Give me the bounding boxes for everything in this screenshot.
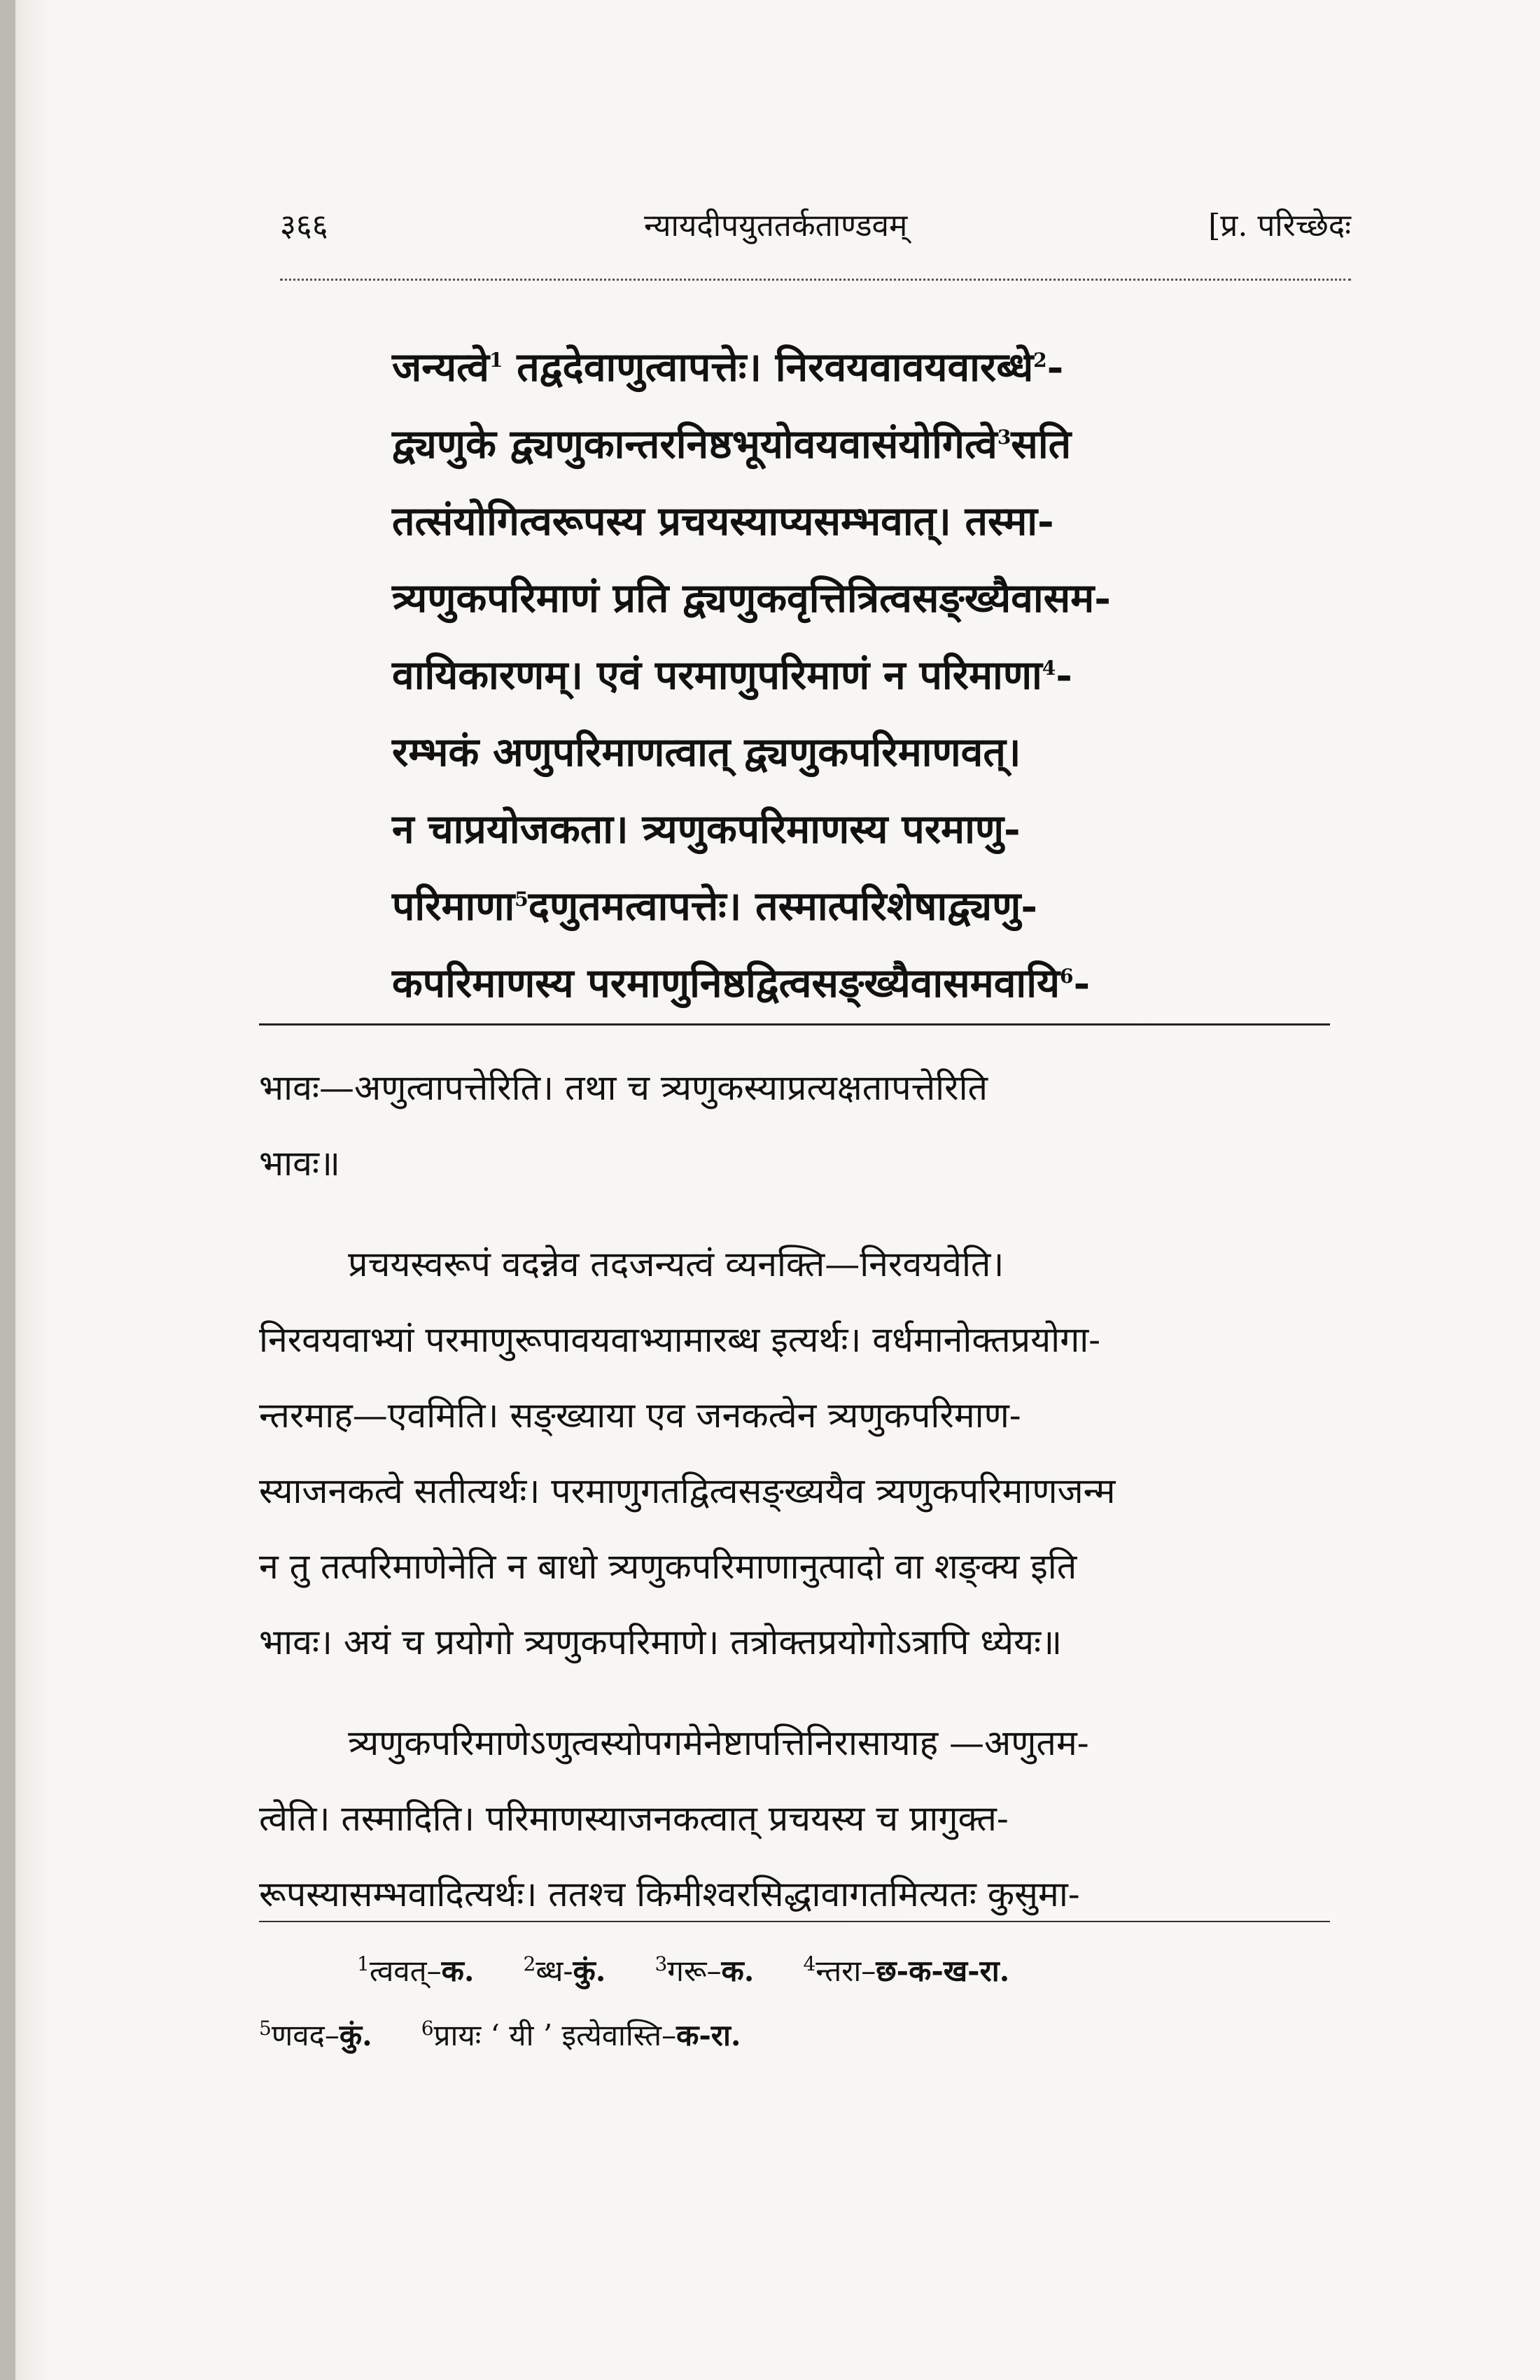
paragraph-gap: [259, 1201, 1337, 1226]
commentary-line: त्र्यणुकपरिमाणेऽणुत्वस्योपगमेनेष्टापत्तिनिरासायाह —अणुतम-: [259, 1723, 1089, 1763]
text-segment: वायिकारणम्। एवं परमाणुपरिमाणं न परिमाणा: [392, 652, 1042, 699]
text-segment: जन्यत्वे: [392, 344, 489, 391]
footnote-number: 5: [259, 2017, 272, 2040]
footnote-number: 3: [654, 1952, 668, 1975]
text-segment: तत्संयोगित्वरूपस्य प्रचयस्याप्यसम्भवात्। तस्मा-: [392, 498, 1054, 545]
commentary-line: रूपस्यासम्भवादित्यर्थः। ततश्च किमीश्वरसिद्धावागतमित्यतः कुसुमा-: [259, 1874, 1080, 1914]
footnote-number: 6: [421, 2017, 434, 2040]
footnote-variant: प्रायः ‘ यी ’ इत्येवास्ति–: [433, 2018, 677, 2052]
text-segment: कपरिमाणस्य परमाणुनिष्ठद्वित्वसङ्ख्यैवासमवायि: [392, 960, 1060, 1007]
running-header: [280, 203, 1351, 259]
footnote-marker: 1: [489, 349, 503, 372]
text-segment: द्व्यणुके द्व्यणुकान्तरनिष्ठभूयोवयवासंयोगित्वे: [392, 421, 997, 468]
footnote-source: क-रा.: [676, 2018, 741, 2052]
footnote-source: छ-क-ख-रा.: [876, 1954, 1010, 1988]
footnote-number: 4: [803, 1952, 816, 1975]
footnote: [357, 1954, 475, 1988]
text-line: [392, 637, 1239, 714]
footnote-divider: [259, 1921, 1330, 1922]
text-segment: सति: [1011, 421, 1072, 468]
commentary-line: न तु तत्परिमाणेनेति न बाधो त्र्यणुकपरिमाणानुत्पादो वा शङ्क्य इति: [259, 1546, 1077, 1587]
text-line: [392, 406, 1239, 483]
text-divider: [259, 1023, 1330, 1026]
footnote-line: [259, 1939, 1337, 2003]
footnote-source: क.: [721, 1954, 755, 1988]
footnote-marker: 6: [1060, 965, 1074, 988]
footnote-marker: 2: [1033, 349, 1047, 372]
footnote-source: कुं.: [573, 1954, 606, 1988]
footnote-line: [259, 2003, 1337, 2068]
commentary-line: त्वेति। तस्मादिति। परिमाणस्याजनकत्वात् प्रचयस्य च प्रागुक्त-: [259, 1798, 1009, 1839]
footnote: [654, 1954, 754, 1988]
text-line: [392, 714, 1239, 791]
binding-gutter: [0, 0, 15, 2380]
footnote-source: क.: [441, 1954, 475, 1988]
footnote: [803, 1954, 1009, 1988]
page-number: ३६६: [280, 208, 328, 244]
paragraph-gap: [259, 1680, 1337, 1705]
commentary-line: भावः—अणुत्वापत्तेरिति। तथा च त्र्यणुकस्याप्रत्यक्षतापत्तेरिति: [259, 1068, 988, 1108]
footnote-marker: 4: [1042, 657, 1056, 680]
footnote: [259, 2018, 372, 2052]
text-segment: दणुतमत्वापत्तेः। तस्मात्परिशेषाद्व्यणु-: [528, 883, 1037, 930]
footnote-number: 2: [523, 1952, 536, 1975]
footnotes: [259, 1939, 1337, 2068]
text-segment: -: [1073, 960, 1091, 1007]
commentary-line: प्रचयस्वरूपं वदन्नेव तदजन्यत्वं व्यनक्ति—निरवयवेति।: [259, 1244, 1004, 1284]
footnote-marker: 5: [514, 888, 528, 911]
commentary: [259, 1050, 1337, 1932]
footnote-variant: गरू–: [667, 1954, 722, 1988]
text-segment: तद्वदेवाणुत्वापत्तेः। निरवयवावयवारब्धे: [503, 344, 1034, 391]
text-segment: त्र्यणुकपरिमाणं प्रति द्व्यणुकवृत्तित्रित्वसङ्ख्यैवासम-: [392, 575, 1111, 622]
footnote-number: 1: [357, 1952, 370, 1975]
footnote-source: कुं.: [339, 2018, 372, 2052]
main-text: [392, 329, 1239, 1022]
footnote-variant: त्ववत्–: [369, 1954, 442, 1988]
text-segment: -: [1056, 652, 1072, 699]
commentary-line: न्तरमाह—एवमिति। सङ्ख्याया एव जनकत्वेन त्र्यणुकपरिमाण-: [259, 1395, 1021, 1436]
text-line: [392, 560, 1239, 637]
text-line: [392, 329, 1239, 406]
footnote-marker: 3: [997, 426, 1011, 449]
text-line: [392, 945, 1239, 1022]
text-segment: परिमाणा: [392, 883, 515, 930]
text-line: [392, 791, 1239, 868]
text-line: [392, 868, 1239, 945]
text-segment: -: [1046, 344, 1064, 391]
footnote: [421, 2018, 741, 2052]
commentary-line: स्याजनकत्वे सतीत्यर्थः। परमाणुगतद्वित्वसङ्ख्ययैव त्र्यणुकपरिमाणजन्म: [259, 1471, 1116, 1511]
footnote-variant: ब्ध-: [536, 1954, 573, 1988]
text-segment: न चाप्रयोजकता। त्र्यणुकपरिमाणस्य परमाणु-: [392, 806, 1021, 853]
text-segment: रम्भकं अणुपरिमाणत्वात् द्व्यणुकपरिमाणवत्।: [392, 729, 1021, 776]
commentary-line: निरवयवाभ्यां परमाणुरूपावयवाभ्यामारब्ध इत्यर्थः। वर्धमानोक्तप्रयोगा-: [259, 1320, 1101, 1360]
footnote: [524, 1954, 606, 1988]
header-rule: [280, 274, 1351, 281]
commentary-line: भावः। अयं च प्रयोगो त्र्यणुकपरिमाणे। तत्रोक्तप्रयोगोऽत्रापि ध्येयः॥: [259, 1622, 1063, 1662]
commentary-line: भावः॥: [259, 1143, 340, 1184]
section-label: [प्र. परिच्छेदः: [1208, 208, 1351, 244]
text-line: [392, 483, 1239, 560]
footnote-variant: न्तरा–: [816, 1954, 876, 1988]
footnote-variant: णवद–: [271, 2018, 340, 2052]
running-title: न्यायदीपयुततर्कताण्डवम्: [644, 208, 908, 244]
